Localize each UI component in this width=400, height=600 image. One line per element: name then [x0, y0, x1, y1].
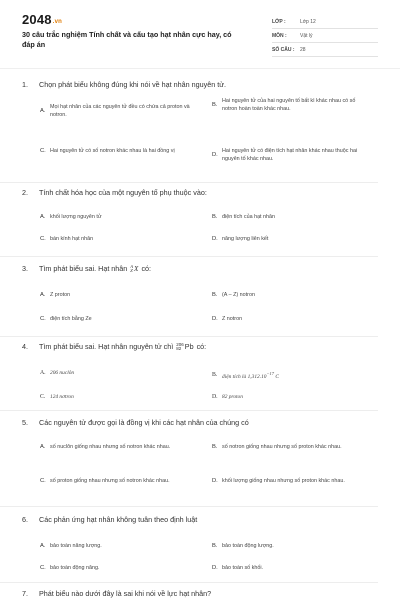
option-text: Hai nguyên tử có số notron khác nhau là hai đồng vị: [50, 148, 175, 154]
meta-label: LỚP :: [272, 18, 286, 25]
question-stem: [22, 589, 378, 599]
option-text: bảo toàn động lượng.: [222, 543, 274, 549]
option-text: Z proton: [50, 292, 71, 298]
question-stem: [22, 515, 378, 525]
option-text: số notron giống nhau nhưng số proton khác nhau.: [222, 444, 342, 450]
meta-label: MÔN :: [272, 32, 287, 39]
option-text: bán kính hạt nhân: [50, 236, 94, 242]
option-d[interactable]: [212, 478, 362, 486]
option-letter: B.: [212, 292, 218, 298]
question-text: Chọn phát biểu không đúng khi nói về hạt nhân nguyên tử.: [39, 80, 227, 89]
option-text: Hai nguyên tử có điện tích hạt nhân khác nhau thuộc hai nguyên tố khác nhau.: [222, 148, 358, 162]
option-b[interactable]: [212, 543, 362, 551]
question-text-tail: có:: [196, 342, 207, 351]
nuclide-symbol: [130, 264, 138, 274]
element-symbol: Pb: [184, 342, 194, 351]
option-d[interactable]: [212, 148, 362, 163]
option-text: khối lượng nguyên tử: [50, 214, 102, 220]
option-d[interactable]: [212, 565, 362, 573]
question-number: 1.: [22, 80, 28, 89]
option-b[interactable]: [212, 370, 279, 381]
question-text: Phát biểu nào dưới đây là sai khi nói về lực hạt nhân?: [39, 589, 212, 598]
question-divider: [0, 410, 378, 411]
option-b[interactable]: [212, 98, 362, 113]
option-b[interactable]: [212, 292, 362, 300]
atomic-number: Z: [130, 268, 133, 273]
meta-value: Lớp 12: [300, 18, 316, 25]
option-letter: A.: [40, 292, 46, 298]
option-letter: D.: [212, 316, 218, 322]
question-3: [22, 263, 378, 322]
meta-table: [272, 15, 378, 57]
option-exponent: −17: [266, 371, 275, 376]
document-title: 30 câu trắc nghiệm Tính chất và cấu tạo hạt nhân cực hay, có đáp án: [22, 30, 232, 49]
logo-suffix: .vn: [52, 19, 63, 25]
option-a[interactable]: [40, 370, 190, 378]
option-text: [222, 370, 279, 381]
option-letter: C.: [40, 478, 46, 484]
atomic-number: 82: [176, 346, 182, 351]
question-divider: [0, 336, 378, 337]
question-text: Tìm phát biểu sai. Hạt nhân: [39, 264, 128, 273]
meta-row-class: [272, 15, 378, 29]
option-c[interactable]: [40, 478, 190, 486]
question-5: [22, 418, 378, 484]
option-letter: D.: [212, 394, 218, 400]
question-stem: [22, 342, 378, 352]
option-d[interactable]: [212, 394, 362, 402]
option-text: bảo toàn động năng.: [50, 565, 100, 571]
option-text: số nuclôn giống nhau nhưng số notron khác nhau.: [50, 444, 171, 450]
question-stem: [22, 418, 378, 428]
option-text: năng lượng liên kết: [222, 236, 269, 242]
option-letter: B.: [212, 214, 218, 220]
question-divider: [0, 506, 378, 507]
question-text: Các phản ứng hạt nhân không tuân theo định luật: [39, 515, 198, 524]
header-divider: [0, 68, 400, 69]
question-divider: [0, 256, 378, 257]
question-text-tail: có:: [141, 264, 152, 273]
site-logo[interactable]: [22, 12, 62, 27]
option-a[interactable]: [40, 444, 190, 452]
question-text: Các nguyên tử được gọi là đồng vị khi các hạt nhân của chúng có: [39, 418, 249, 427]
option-text: điện tích bằng Ze: [50, 316, 92, 322]
option-letter: C.: [40, 316, 46, 322]
question-number: 2.: [22, 188, 28, 197]
option-letter: B.: [212, 371, 218, 378]
option-d[interactable]: [212, 236, 362, 244]
question-stem: [22, 264, 378, 274]
option-c[interactable]: [40, 236, 190, 244]
option-c[interactable]: [40, 565, 190, 573]
option-letter: C.: [40, 565, 46, 571]
question-4: [22, 341, 378, 400]
question-7: [22, 589, 378, 599]
question-6: [22, 515, 378, 571]
option-text: Z notron: [222, 316, 243, 322]
element-symbol: X: [134, 265, 139, 273]
question-number: 3.: [22, 264, 28, 273]
option-b[interactable]: [212, 444, 362, 452]
option-c[interactable]: [40, 316, 190, 324]
option-letter: D.: [212, 236, 218, 242]
option-a[interactable]: [40, 104, 190, 119]
option-letter: A.: [40, 107, 46, 114]
option-text: Hai nguyên tử của hai nguyên tố bất kì khác nhau có số notron hoàn toàn khác nhau.: [222, 98, 356, 112]
option-text: khối lượng giống nhau nhưng số proton khác nhau.: [222, 478, 345, 484]
option-letter: D.: [212, 478, 218, 484]
option-letter: A.: [40, 543, 46, 549]
mass-number: 206: [176, 341, 184, 347]
option-text: số proton giống nhau nhưng số notron khác nhau.: [50, 478, 170, 484]
meta-value: Vật lý: [300, 32, 313, 39]
nuclide-numbers: [176, 343, 184, 352]
option-text: Mọi hạt nhân của các nguyên tử đều có chứa cả proton và notron.: [50, 104, 190, 118]
option-text: bảo toàn năng lượng.: [50, 543, 102, 549]
option-letter: A.: [40, 444, 46, 450]
option-letter: C.: [40, 236, 46, 242]
question-stem: [22, 188, 378, 198]
option-letter: D.: [212, 151, 218, 158]
question-2: [22, 188, 378, 242]
meta-value: 28: [300, 46, 306, 53]
question-text: Tính chất hóa học của một nguyên tố phụ thuộc vào:: [39, 188, 207, 197]
option-letter: B.: [212, 101, 218, 108]
option-c[interactable]: [40, 148, 190, 156]
option-text: 206 nuclôn: [50, 370, 75, 376]
question-text: Tìm phát biểu sai. Hạt nhân nguyên tử chì: [39, 342, 174, 351]
option-text-main: điện tích là 1,312.10: [222, 373, 267, 380]
option-letter: B.: [212, 444, 218, 450]
option-a[interactable]: [40, 543, 190, 551]
question-number: 6.: [22, 515, 28, 524]
nuclide-symbol: [176, 342, 193, 352]
meta-row-subject: [272, 29, 378, 43]
option-a[interactable]: [40, 214, 190, 222]
option-letter: A.: [40, 214, 46, 220]
option-text: 124 nơtron: [50, 394, 74, 400]
question-1: [22, 80, 378, 162]
page-header: [22, 12, 378, 60]
option-text: bảo toàn số khối.: [222, 565, 264, 571]
option-letter: C.: [40, 394, 46, 400]
meta-label: SỐ CÂU :: [272, 46, 295, 53]
question-divider: [0, 582, 378, 583]
option-d[interactable]: [212, 316, 362, 324]
option-letter: A.: [40, 370, 46, 376]
question-number: 4.: [22, 342, 28, 351]
option-letter: C.: [40, 148, 46, 154]
option-text: (A – Z) notron: [222, 292, 255, 298]
meta-row-count: [272, 43, 378, 57]
option-b[interactable]: [212, 214, 362, 222]
question-number: 7.: [22, 589, 28, 598]
option-text: 82 proton: [222, 394, 243, 400]
option-a[interactable]: [40, 292, 190, 300]
option-letter: B.: [212, 543, 218, 549]
question-divider: [0, 182, 378, 183]
option-letter: D.: [212, 565, 218, 571]
option-text: điện tích của hạt nhân: [222, 214, 276, 220]
question-number: 5.: [22, 418, 28, 427]
option-c[interactable]: [40, 394, 190, 402]
question-stem: [22, 80, 378, 90]
nuclide-numbers: [130, 265, 133, 274]
mass-number: A: [130, 263, 134, 269]
logo-main: 2048: [22, 12, 52, 27]
option-text-tail: C: [274, 373, 279, 380]
